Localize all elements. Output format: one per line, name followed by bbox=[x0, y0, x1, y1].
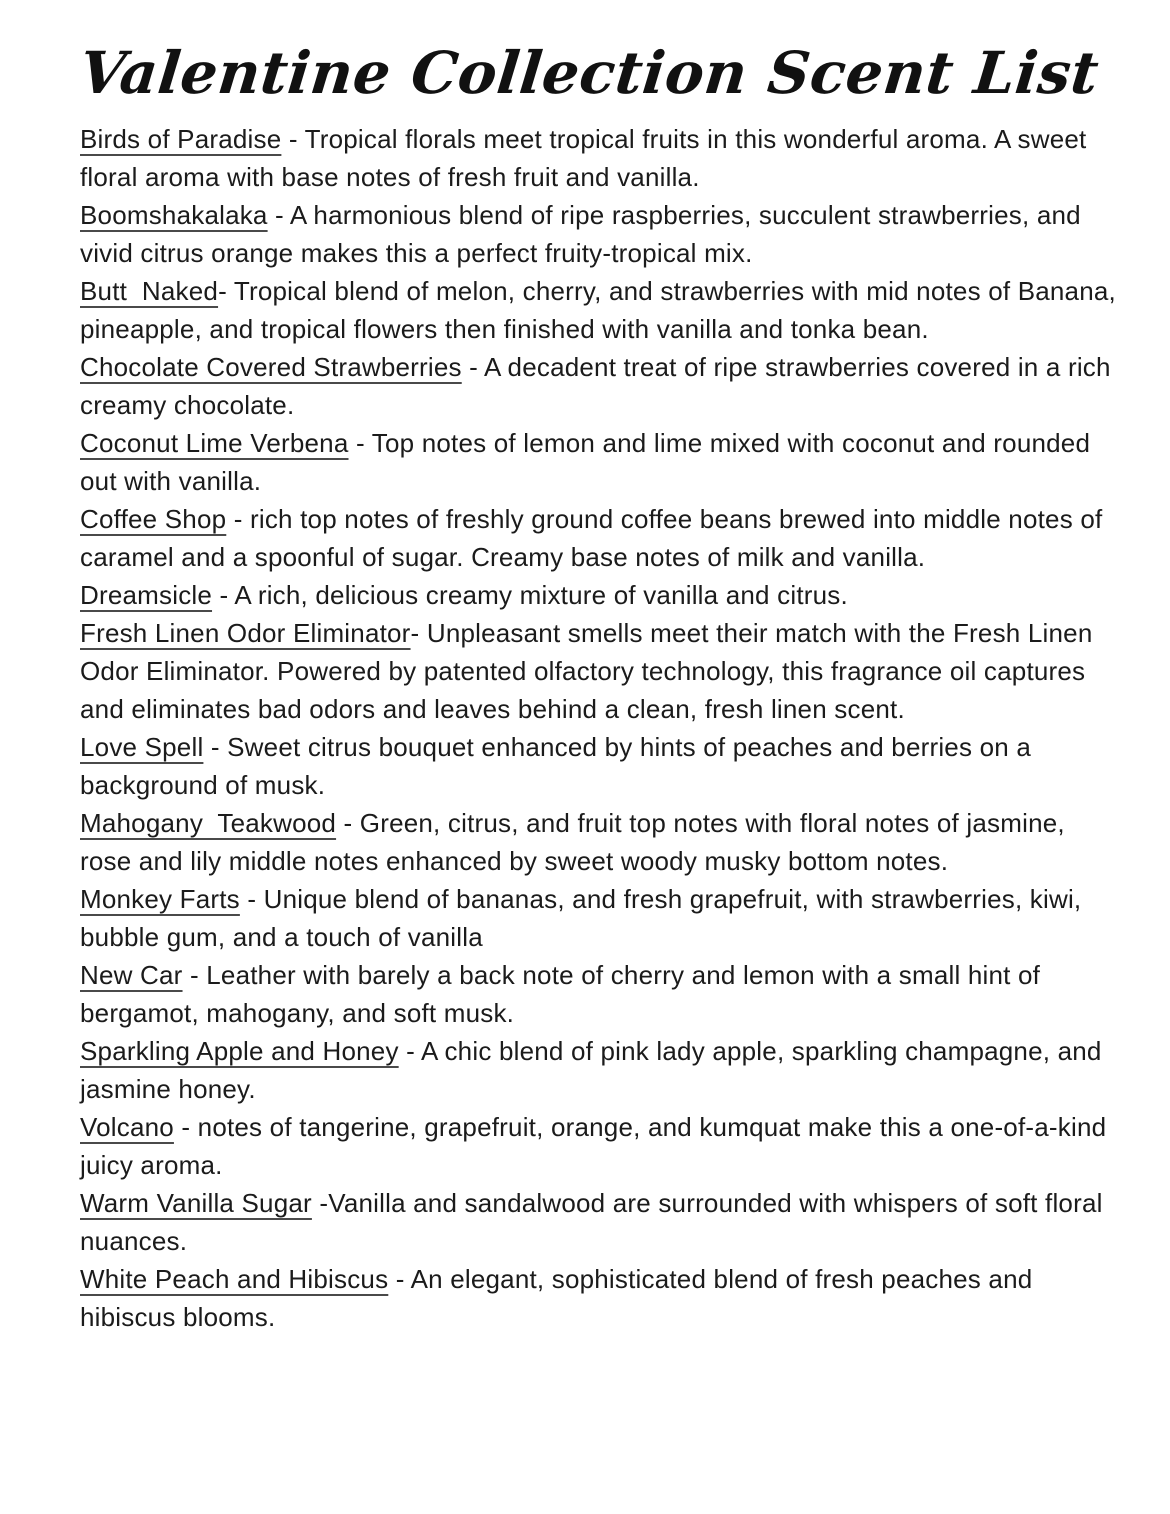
scent-entry bbox=[80, 880, 1116, 956]
scent-description: An elegant, sophisticated blend of fresh peaches and hibiscus blooms. bbox=[80, 1263, 1033, 1332]
scent-description: A chic blend of pink lady apple, sparkling champagne, and jasmine honey. bbox=[80, 1035, 1102, 1104]
scent-name: Warm Vanilla Sugar bbox=[80, 1187, 312, 1218]
scent-separator: - bbox=[212, 579, 235, 610]
page-title: Valentine Collection Scent List bbox=[76, 39, 1103, 107]
scent-name: Butt Naked bbox=[80, 275, 219, 306]
scent-name: Coffee Shop bbox=[80, 503, 227, 534]
scent-entry bbox=[80, 1108, 1116, 1184]
scent-description: A decadent treat of ripe strawberries covered in a rich creamy chocolate. bbox=[80, 351, 1111, 420]
scent-entry bbox=[80, 1032, 1116, 1108]
scent-separator: - bbox=[410, 617, 427, 648]
scent-name: Fresh Linen Odor Eliminator bbox=[80, 617, 411, 648]
scent-description: A rich, delicious creamy mixture of vanilla and citrus. bbox=[234, 579, 848, 610]
scent-name: Love Spell bbox=[80, 731, 204, 762]
scent-description: Vanilla and sandalwood are surrounded with whispers of soft floral nuances. bbox=[80, 1187, 1103, 1256]
scent-separator: - bbox=[239, 883, 264, 914]
scent-separator: - bbox=[218, 275, 234, 306]
scent-separator: - bbox=[173, 1111, 198, 1142]
scent-entry bbox=[80, 120, 1116, 196]
scent-description: Unique blend of bananas, and fresh grapefruit, with strawberries, kiwi, bubble gum, and a touch of vanilla bbox=[80, 883, 1082, 952]
scent-entry bbox=[80, 1184, 1116, 1260]
scent-entry bbox=[80, 500, 1116, 576]
scent-entry bbox=[80, 804, 1116, 880]
scent-separator: - bbox=[203, 731, 228, 762]
scent-separator: - bbox=[398, 1035, 421, 1066]
scent-description: A harmonious blend of ripe raspberries, succulent strawberries, and vivid citrus orange makes this a perfect fruity-tropical mix. bbox=[80, 199, 1081, 268]
scent-entry bbox=[80, 956, 1116, 1032]
scent-name: Sparkling Apple and Honey bbox=[80, 1035, 399, 1066]
scent-name: Birds of Paradise bbox=[80, 123, 282, 154]
scent-entry bbox=[80, 576, 1116, 614]
scent-separator: - bbox=[348, 427, 372, 458]
scent-description: Green, citrus, and fruit top notes with floral notes of jasmine, rose and lily middle notes enhanced by sweet woody musky bottom notes. bbox=[80, 807, 1065, 876]
scent-name: Dreamsicle bbox=[80, 579, 213, 610]
scent-description: rich top notes of freshly ground coffee beans brewed into middle notes of caramel and a spoonful of sugar. Creamy base notes of milk and vanilla. bbox=[80, 503, 1103, 572]
scent-name: Chocolate Covered Strawberries bbox=[80, 351, 462, 382]
scent-entry bbox=[80, 196, 1116, 272]
scent-separator: - bbox=[226, 503, 250, 534]
scent-description: Leather with barely a back note of cherry and lemon with a small hint of bergamot, mahogany, and soft musk. bbox=[80, 959, 1041, 1028]
scent-name: Coconut Lime Verbena bbox=[80, 427, 349, 458]
scent-entry bbox=[80, 1260, 1116, 1336]
scent-entry bbox=[80, 424, 1116, 500]
scent-list bbox=[80, 120, 1116, 1336]
scent-name: New Car bbox=[80, 959, 183, 990]
scent-description: Tropical florals meet tropical fruits in this wonderful aroma. A sweet floral aroma with base notes of fresh fruit and vanilla. bbox=[80, 123, 1087, 192]
scent-separator: - bbox=[336, 807, 360, 838]
scent-description: Unpleasant smells meet their match with the Fresh Linen Odor Eliminator. Powered by patented olfactory technology, this fragrance oil captures and eliminates bad odors and leaves behind a clean, fresh linen scent. bbox=[80, 617, 1093, 724]
scent-separator: - bbox=[311, 1187, 329, 1218]
scent-name: Mahogany Teakwood bbox=[80, 807, 337, 838]
scent-separator: - bbox=[461, 351, 485, 382]
scent-description: Top notes of lemon and lime mixed with coconut and rounded out with vanilla. bbox=[80, 427, 1091, 496]
scent-separator: - bbox=[281, 123, 305, 154]
scent-entry bbox=[80, 348, 1116, 424]
scent-description: Tropical blend of melon, cherry, and strawberries with mid notes of Banana, pineapple, and tropical flowers then finished with vanilla and tonka bean. bbox=[80, 275, 1116, 344]
scent-description: Sweet citrus bouquet enhanced by hints of peaches and berries on a background of musk. bbox=[80, 731, 1031, 800]
scent-name: Boomshakalaka bbox=[80, 199, 268, 230]
scent-separator: - bbox=[182, 959, 207, 990]
scent-entry bbox=[80, 614, 1116, 728]
scent-separator: - bbox=[267, 199, 290, 230]
scent-name: Monkey Farts bbox=[80, 883, 240, 914]
scent-entry bbox=[80, 272, 1116, 348]
scent-name: White Peach and Hibiscus bbox=[80, 1263, 389, 1294]
scent-entry bbox=[80, 728, 1116, 804]
scent-description: notes of tangerine, grapefruit, orange, and kumquat make this a one-of-a-kind juicy aroma. bbox=[80, 1111, 1107, 1180]
scent-separator: - bbox=[388, 1263, 411, 1294]
scent-name: Volcano bbox=[80, 1111, 174, 1142]
